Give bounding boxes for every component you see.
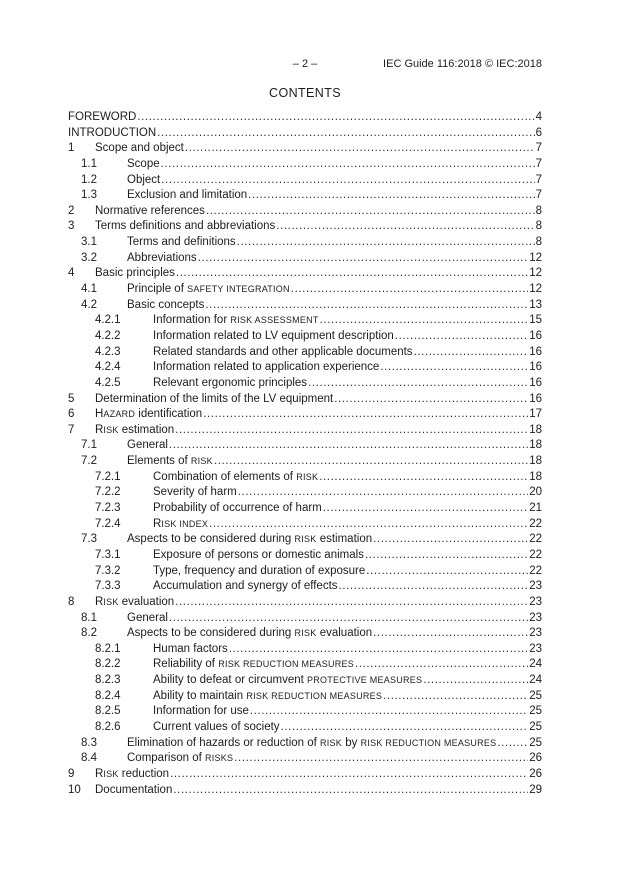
- page-number: – 2 –: [292, 58, 318, 70]
- toc-entry-page: 12: [529, 251, 542, 264]
- toc-entry: [68, 360, 542, 376]
- toc-entry-title: INTRODUCTION: [68, 126, 157, 139]
- toc-entry-page: 16: [529, 345, 542, 358]
- toc-dot-leader: [137, 110, 534, 126]
- toc-entry-page: 7: [535, 173, 542, 186]
- toc-dot-leader: [281, 720, 529, 736]
- toc-dot-leader: [319, 470, 528, 486]
- toc-entry-title: Related standards and other applicable documents: [153, 345, 413, 358]
- toc-entry: [68, 767, 542, 783]
- toc-entry-page: 29: [529, 783, 542, 796]
- toc-dot-leader: [308, 376, 528, 392]
- toc-entry: [68, 110, 542, 126]
- toc-dot-leader: [161, 157, 535, 173]
- toc-entry-page: 7: [535, 157, 542, 170]
- toc-entry-number: 3: [68, 220, 75, 233]
- toc-entry-page: 17: [529, 408, 542, 421]
- toc-entry-page: 16: [529, 376, 542, 389]
- toc-dot-leader: [205, 298, 528, 314]
- toc-entry-number: 5: [68, 392, 75, 405]
- toc-entry-page: 16: [529, 329, 542, 342]
- toc-entry-page: 23: [529, 611, 542, 624]
- toc-entry-number: 4.2.3: [95, 345, 121, 358]
- toc-dot-leader: [339, 579, 529, 595]
- toc-entry-page: 26: [529, 767, 542, 780]
- toc-entry-number: 7.2.4: [95, 517, 121, 530]
- toc-entry-title: Aspects to be considered during RISK estimation: [127, 533, 373, 546]
- toc-entry-page: 6: [535, 126, 542, 139]
- toc-entry-page: 18: [529, 470, 542, 483]
- toc-entry-number: 8: [68, 595, 75, 608]
- toc-entry: [68, 298, 542, 314]
- toc-entry: [68, 564, 542, 580]
- toc-entry-title: Probability of occurrence of harm: [153, 502, 322, 515]
- toc-entry-number: 1.3: [81, 189, 97, 202]
- toc-entry-page: 25: [529, 720, 542, 733]
- toc-entry-title: Object: [127, 173, 161, 186]
- toc-entry-title: Accumulation and synergy of effects: [153, 580, 338, 593]
- toc-entry-page: 23: [529, 580, 542, 593]
- toc-entry-page: 22: [529, 533, 542, 546]
- toc-entry-number: 1.1: [81, 157, 97, 170]
- toc-entry-number: 7.2.2: [95, 486, 121, 499]
- toc-entry-number: 8.2.3: [95, 674, 121, 687]
- toc-entry-title: Elimination of hazards or reduction of RISK by RISK REDUCTION MEASURES: [127, 736, 497, 749]
- toc-dot-leader: [175, 595, 528, 611]
- toc-dot-leader: [238, 485, 528, 501]
- toc-entry-page: 12: [529, 283, 542, 296]
- toc-entry-title: Type, frequency and duration of exposure: [153, 564, 366, 577]
- toc-entry: [68, 704, 542, 720]
- toc-entry-title: Determination of the limits of the LV equipment: [95, 392, 334, 405]
- toc-entry: [68, 532, 542, 548]
- table-of-contents: [68, 110, 542, 798]
- toc-entry-page: 12: [529, 267, 542, 280]
- toc-entry: [68, 673, 542, 689]
- toc-entry: [68, 720, 542, 736]
- toc-dot-leader: [206, 204, 535, 220]
- toc-dot-leader: [395, 329, 528, 345]
- toc-dot-leader: [334, 392, 528, 408]
- toc-entry: [68, 470, 542, 486]
- toc-entry-number: 4.2.4: [95, 361, 121, 374]
- toc-entry: [68, 517, 542, 533]
- toc-dot-leader: [173, 783, 528, 799]
- toc-entry: [68, 313, 542, 329]
- toc-entry-page: 23: [529, 627, 542, 640]
- toc-entry-number: 7.1: [81, 439, 97, 452]
- toc-entry-page: 18: [529, 423, 542, 436]
- toc-dot-leader: [373, 532, 528, 548]
- toc-entry-title: General: [127, 439, 168, 452]
- toc-entry-number: 3.1: [81, 236, 97, 249]
- toc-dot-leader: [291, 282, 528, 298]
- toc-entry-page: 26: [529, 752, 542, 765]
- toc-entry-page: 8: [535, 236, 542, 249]
- toc-dot-leader: [209, 517, 528, 533]
- toc-entry-number: 10: [68, 783, 81, 796]
- toc-entry-number: 4: [68, 267, 75, 280]
- toc-entry: [68, 266, 542, 282]
- toc-dot-leader: [250, 704, 528, 720]
- toc-entry: [68, 579, 542, 595]
- toc-entry-number: 1: [68, 142, 75, 155]
- toc-entry-number: 4.2: [81, 298, 97, 311]
- toc-entry-number: 4.2.2: [95, 329, 121, 342]
- toc-entry: [68, 188, 542, 204]
- toc-entry: [68, 157, 542, 173]
- toc-entry-title: Ability to maintain RISK REDUCTION MEASURES: [153, 689, 383, 702]
- doc-reference: IEC Guide 116:2018 © IEC:2018: [383, 58, 542, 70]
- toc-entry-number: 8.1: [81, 611, 97, 624]
- toc-dot-leader: [248, 188, 534, 204]
- toc-entry: [68, 548, 542, 564]
- toc-entry-title: Information related to application experience: [153, 361, 380, 374]
- toc-entry: [68, 204, 542, 220]
- toc-entry-number: 7.2.3: [95, 502, 121, 515]
- toc-entry-title: Basic concepts: [127, 298, 205, 311]
- toc-entry: [68, 626, 542, 642]
- toc-dot-leader: [383, 689, 528, 705]
- toc-dot-leader: [176, 266, 528, 282]
- toc-entry-page: 4: [535, 111, 542, 123]
- toc-entry-title: Severity of harm: [153, 486, 237, 499]
- toc-dot-leader: [355, 657, 528, 673]
- toc-entry: [68, 485, 542, 501]
- toc-entry-title: Aspects to be considered during RISK evaluation: [127, 627, 373, 640]
- toc-dot-leader: [276, 219, 534, 235]
- toc-entry: [68, 251, 542, 267]
- toc-dot-leader: [237, 235, 535, 251]
- toc-entry-title: Exclusion and limitation: [127, 189, 248, 202]
- toc-entry-number: 7.3.1: [95, 548, 121, 561]
- toc-entry-number: 4.1: [81, 283, 97, 296]
- toc-entry-page: 25: [529, 689, 542, 702]
- toc-entry: [68, 392, 542, 408]
- toc-entry-title: HAZARD identification: [95, 408, 203, 421]
- toc-entry-page: 13: [529, 298, 542, 311]
- toc-entry-title: Principle of SAFETY INTEGRATION: [127, 283, 290, 296]
- toc-entry-page: 21: [529, 502, 542, 515]
- toc-entry-page: 16: [529, 392, 542, 405]
- toc-entry-number: 8.3: [81, 736, 97, 749]
- toc-entry-number: 7.3: [81, 533, 97, 546]
- toc-entry-title: Abbreviations: [127, 251, 197, 264]
- toc-dot-leader: [373, 626, 528, 642]
- toc-entry-page: 25: [529, 736, 542, 749]
- toc-dot-leader: [203, 407, 528, 423]
- toc-entry-title: Combination of elements of RISK: [153, 470, 319, 483]
- toc-entry: [68, 501, 542, 517]
- toc-entry: [68, 173, 542, 189]
- toc-entry-number: 4.2.5: [95, 376, 121, 389]
- toc-entry-title: Information for RISK ASSESSMENT: [153, 314, 319, 327]
- toc-entry-page: 22: [529, 517, 542, 530]
- toc-entry: [68, 595, 542, 611]
- toc-entry: [68, 423, 542, 439]
- toc-entry-title: General: [127, 611, 168, 624]
- toc-entry-title: RISK evaluation: [95, 595, 175, 608]
- toc-entry-title: Reliability of RISK REDUCTION MEASURES: [153, 658, 354, 671]
- toc-entry: [68, 642, 542, 658]
- toc-entry-number: 8.2.4: [95, 689, 121, 702]
- toc-entry-title: Human factors: [153, 642, 228, 655]
- toc-entry-title: Relevant ergonomic principles: [153, 376, 308, 389]
- toc-entry-title: RISK INDEX: [153, 517, 209, 530]
- toc-entry: [68, 345, 542, 361]
- toc-dot-leader: [423, 673, 528, 689]
- toc-entry: [68, 235, 542, 251]
- toc-dot-leader: [380, 360, 528, 376]
- toc-entry-page: 23: [529, 642, 542, 655]
- toc-dot-leader: [157, 126, 534, 142]
- toc-entry: [68, 751, 542, 767]
- toc-entry-number: 2: [68, 204, 75, 217]
- toc-entry-title: Scope: [127, 157, 160, 170]
- toc-dot-leader: [414, 345, 529, 361]
- toc-entry: [68, 611, 542, 627]
- toc-entry-title: RISK reduction: [95, 767, 170, 780]
- toc-dot-leader: [365, 548, 528, 564]
- toc-entry-title: Comparison of RISKS: [127, 752, 234, 765]
- toc-entry-page: 8: [535, 220, 542, 233]
- toc-entry-title: Exposure of persons or domestic animals: [153, 548, 364, 561]
- toc-dot-leader: [497, 736, 528, 752]
- toc-entry-title: Terms definitions and abbreviations: [95, 220, 276, 233]
- toc-entry: [68, 219, 542, 235]
- toc-entry-number: 4.2.1: [95, 314, 121, 327]
- toc-dot-leader: [214, 454, 528, 470]
- toc-entry-page: 18: [529, 455, 542, 468]
- toc-dot-leader: [198, 251, 529, 267]
- toc-entry-page: 20: [529, 486, 542, 499]
- toc-entry-title: FOREWORD: [68, 111, 137, 123]
- toc-entry-number: 1.2: [81, 173, 97, 186]
- contents-title: CONTENTS: [269, 86, 341, 100]
- toc-dot-leader: [161, 173, 534, 189]
- toc-entry: [68, 783, 542, 799]
- toc-entry-number: 7.2: [81, 455, 97, 468]
- toc-entry-number: 8.2: [81, 627, 97, 640]
- toc-entry-page: 22: [529, 548, 542, 561]
- toc-entry: [68, 126, 542, 142]
- toc-entry: [68, 454, 542, 470]
- toc-dot-leader: [320, 313, 529, 329]
- toc-entry: [68, 407, 542, 423]
- toc-entry-number: 8.2.6: [95, 720, 121, 733]
- toc-entry: [68, 689, 542, 705]
- toc-entry-title: Basic principles: [95, 267, 175, 280]
- toc-entry: [68, 657, 542, 673]
- toc-entry-number: 9: [68, 767, 75, 780]
- toc-entry-title: Elements of RISK: [127, 455, 213, 468]
- toc-entry-page: 22: [529, 564, 542, 577]
- toc-entry-page: 7: [535, 189, 542, 202]
- toc-entry-title: Information for use: [153, 705, 249, 718]
- toc-entry-number: 8.2.1: [95, 642, 121, 655]
- toc-entry-number: 7.3.2: [95, 564, 121, 577]
- toc-entry-number: 3.2: [81, 251, 97, 264]
- toc-entry-page: 23: [529, 595, 542, 608]
- toc-entry-number: 7.2.1: [95, 470, 121, 483]
- toc-entry-title: RISK estimation: [95, 423, 175, 436]
- toc-entry-title: Terms and definitions: [127, 236, 236, 249]
- toc-entry-page: 16: [529, 361, 542, 374]
- toc-entry-title: Normative references: [95, 204, 205, 217]
- toc-entry-title: Documentation: [95, 783, 173, 796]
- toc-dot-leader: [323, 501, 528, 517]
- toc-entry: [68, 282, 542, 298]
- toc-entry-page: 24: [529, 658, 542, 671]
- toc-dot-leader: [234, 751, 528, 767]
- toc-dot-leader: [170, 767, 528, 783]
- toc-entry-page: 15: [529, 314, 542, 327]
- toc-entry-page: 8: [535, 204, 542, 217]
- toc-entry-title: Scope and object: [95, 142, 184, 155]
- toc-entry-page: 7: [535, 142, 542, 155]
- toc-dot-leader: [169, 611, 528, 627]
- toc-dot-leader: [169, 438, 528, 454]
- toc-dot-leader: [229, 642, 528, 658]
- toc-entry-number: 8.2.5: [95, 705, 121, 718]
- toc-entry-page: 18: [529, 439, 542, 452]
- toc-entry-number: 7.3.3: [95, 580, 121, 593]
- toc-entry: [68, 329, 542, 345]
- toc-dot-leader: [185, 141, 535, 157]
- toc-dot-leader: [175, 423, 528, 439]
- toc-entry: [68, 141, 542, 157]
- toc-entry-number: 8.4: [81, 752, 97, 765]
- toc-entry-title: Current values of society: [153, 720, 280, 733]
- toc-entry-number: 6: [68, 408, 75, 421]
- toc-entry: [68, 438, 542, 454]
- toc-entry-number: 8.2.2: [95, 658, 121, 671]
- toc-entry: [68, 736, 542, 752]
- toc-entry-title: Information related to LV equipment description: [153, 329, 394, 342]
- toc-entry-title: Ability to defeat or circumvent PROTECTIVE MEASURES: [153, 674, 423, 687]
- toc-entry-page: 25: [529, 705, 542, 718]
- toc-entry: [68, 376, 542, 392]
- toc-entry-number: 7: [68, 423, 75, 436]
- page-header: [68, 57, 542, 71]
- toc-entry-page: 24: [529, 674, 542, 687]
- toc-dot-leader: [366, 564, 528, 580]
